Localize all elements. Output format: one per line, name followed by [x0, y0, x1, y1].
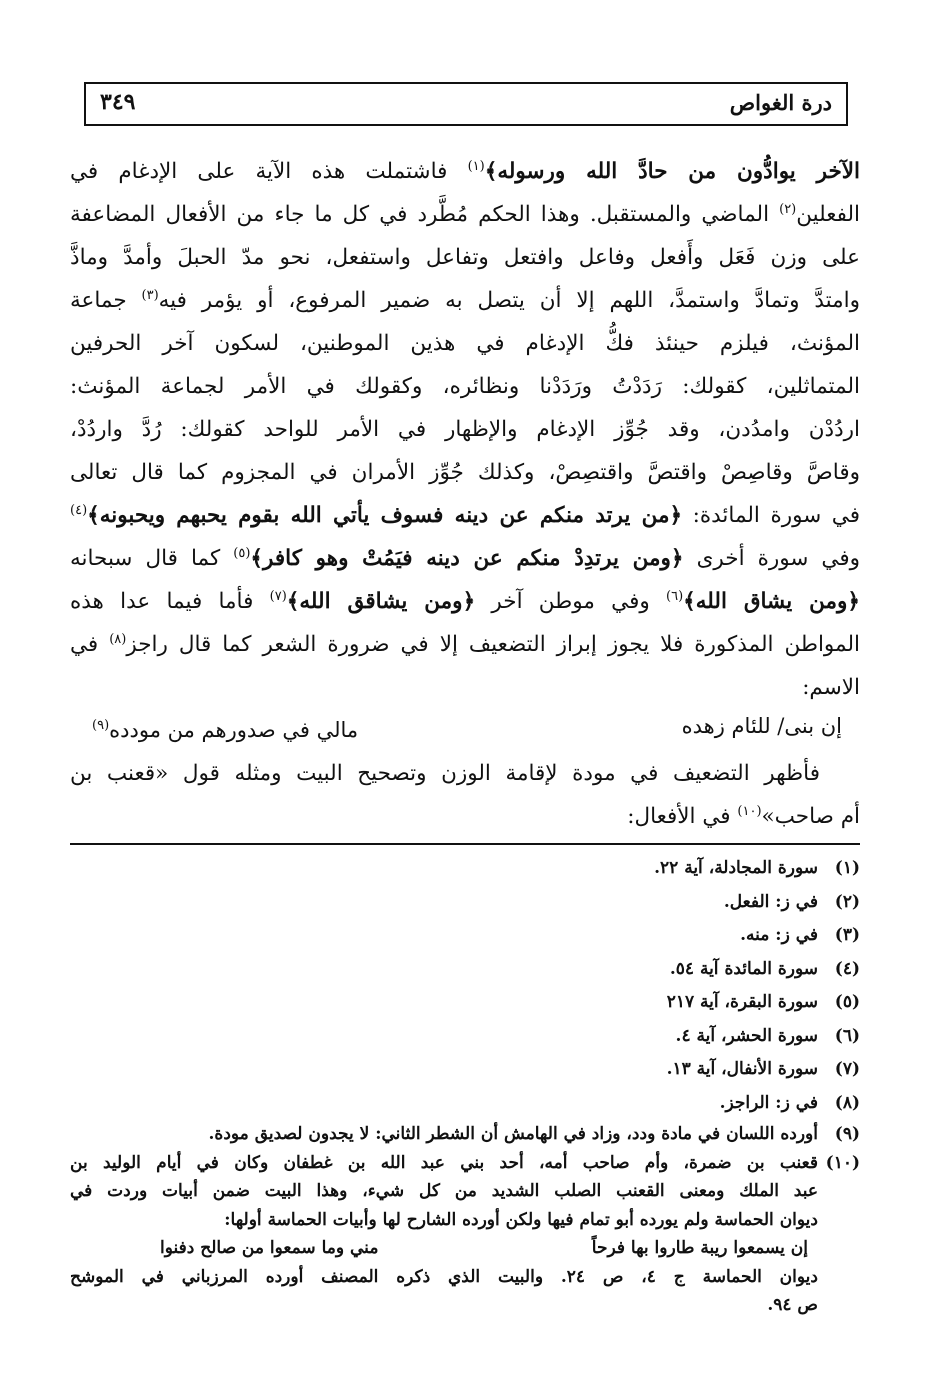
footnote-ref: (٩) — [92, 718, 110, 733]
footnote-item — [70, 1020, 860, 1054]
text-run: جماعة — [70, 288, 142, 313]
text-run: الماضي والمستقبل. وهذا الحكم مُطَّرد في كل ما جاء من الأفعال المضاعفة — [70, 202, 780, 227]
footnote-text: في ز: الراجز. — [719, 1092, 818, 1113]
text-line — [70, 279, 860, 322]
footnote-body — [70, 1149, 818, 1320]
footnote-number: (٥) — [834, 992, 860, 1012]
verse-second-hemistich — [92, 718, 358, 742]
text-line: على وزن فَعَل وأَفعل وفاعل وافتعل وتفاعل واستفعل، نحو مدّ الحبلَ وأمدَّ وماذَّ — [70, 245, 860, 270]
text-run: الفعلين — [796, 202, 860, 227]
text-line: اردُدْن وامدُدن، وقد جُوِّز الإدغام والإظهار في الأمر للواحد كقولك: رُدَّ واردُدْ، — [70, 417, 860, 442]
footnote-text: سورة الحشر، آية ٤. — [675, 1025, 818, 1046]
footnote-number: (٤) — [834, 958, 860, 979]
text-line — [70, 150, 860, 193]
footnote-ref: (١٠) — [737, 803, 762, 819]
footnote-item — [70, 1149, 860, 1320]
text-run: في — [70, 632, 110, 657]
text-line: المؤنث، فيلزم حينئذ فكُّ الإدغام في هذين الموطنين، لسكون آخر الحرفين — [70, 331, 860, 356]
text-run: كما قال سبحانه — [70, 546, 234, 571]
main-text — [70, 150, 860, 709]
text-line: الاسم: — [802, 675, 860, 700]
quran-quote: ﴿من يرتد منكم عن دينه فسوف يأتي الله بقوم يحبهم ويحبونه﴾ — [87, 503, 683, 528]
footnote-text: سورة البقرة، آية ٢١٧ — [666, 992, 818, 1012]
footnote-number: (٢) — [834, 891, 860, 912]
footnote-text: في ز: الفعل. — [723, 891, 818, 912]
footnote-ref: (٣) — [141, 287, 159, 303]
footnote-line: ديوان الحماسة ولم يورده أبو تمام فيها ولكن أورده الشارح لها وأبيات الحماسة أولها: — [224, 1209, 818, 1230]
footnote-ref: (٧) — [269, 588, 287, 604]
footnote-text: سورة الأنفال، آية ١٣. — [666, 1059, 818, 1079]
text-run: في الأفعال: — [627, 804, 738, 829]
footnote-item — [70, 1053, 860, 1087]
quote-bracket: ﴾ — [484, 159, 498, 184]
footnote-ref: (٨) — [109, 631, 127, 647]
footnote-number: (٨) — [834, 1092, 860, 1113]
footnote-ref: (٢) — [779, 201, 797, 217]
footnote-text: في ز: منه. — [740, 925, 818, 945]
verse-first-hemistich: إن بنى/ للئام زهده — [681, 714, 842, 738]
text-run: فأما فيما عدا هذه — [70, 589, 270, 614]
hemistich-text: مالي في صدورهم من مودده — [109, 718, 359, 742]
text-line — [70, 623, 860, 666]
footnote-item — [70, 852, 860, 886]
footnote-line: قعنب بن ضمرة، وأم صاحب أمه، أحد بني عبد الله بن غطفان وكان في أيام الوليد بن — [70, 1152, 818, 1173]
text-line — [70, 193, 860, 236]
footnote-number: (٧) — [834, 1059, 860, 1079]
footnote-verse-second: مني وما سمعوا من صالح دفنوا — [160, 1238, 379, 1258]
footnote-ref: (٥) — [233, 545, 251, 561]
footnote-item — [70, 886, 860, 920]
text-run: في سورة المائدة: — [682, 503, 860, 528]
quran-quote: ﴿ومن يرتدِدْ منكم عن دينه فيَمُتْ وهو كافر﴾ — [250, 546, 684, 571]
footnote-item — [70, 953, 860, 987]
continuation-text — [70, 752, 860, 838]
footnote-ref: (٦) — [666, 588, 684, 604]
footnote-verse — [160, 1234, 808, 1263]
text-line — [70, 580, 860, 623]
text-line — [70, 494, 860, 537]
text-run: وفي موطن آخر — [475, 589, 667, 614]
text-run: فاشتملت هذه الآية على الإدغام في — [70, 159, 468, 184]
text-run: المواطن المذكورة فلا يجوز إبراز التضعيف إلا في ضرورة الشعر كما قال راجز — [126, 632, 860, 657]
text-line: فأظهر التضعيف في مودة لإقامة الوزن وتصحيح البيت ومثله قول «قعنب بن — [70, 761, 820, 786]
text-run: وفي سورة أخرى — [683, 546, 860, 571]
footnote-verse-first: إن يسمعوا ريبة طاروا بها فرحاً — [591, 1238, 808, 1258]
footnotes — [70, 852, 860, 1320]
footnote-number: (١) — [834, 858, 860, 878]
footnote-body — [70, 1120, 818, 1149]
footnote-item — [70, 986, 860, 1020]
text-line — [70, 795, 860, 838]
footnote-divider — [70, 843, 860, 845]
footnote-ref: (١) — [467, 158, 485, 174]
footnote-line: ص ٩٤. — [767, 1295, 818, 1315]
page-number: ٣٤٩ — [100, 89, 136, 115]
footnote-item — [70, 1087, 860, 1121]
footnote-text: سورة المائدة آية ٥٤. — [669, 958, 818, 979]
footnote-line: عبد الملك ومعنى القعنب الصلب الشديد من كل شيء، وهذا البيت ضمن أبيات وردت في — [70, 1181, 818, 1201]
footnote-number: (٦) — [834, 1025, 860, 1046]
book-title: درة الغواص — [729, 90, 832, 115]
text-run: أم صاحب» — [761, 804, 860, 829]
footnote-line: أورده اللسان في مادة ودد، وزاد في الهامش أن الشطر الثاني: لا يجدون لصديق مودة. — [208, 1124, 818, 1144]
quran-quote: ﴿ومن يشاقق الله﴾ — [286, 589, 476, 614]
footnote-item — [70, 919, 860, 953]
footnote-ref: (٤) — [70, 502, 88, 518]
running-header — [84, 82, 848, 126]
text-line: وقاصَّ وقاصِصْ واقتصَّ واقتصِصْ، وكذلك جُوِّز الأمران في المجزوم كما قال تعالى — [70, 460, 860, 485]
footnote-number: (٣) — [834, 925, 860, 945]
poetry-verse — [92, 714, 842, 754]
footnote-item — [70, 1120, 860, 1149]
text-run: وامتدَّ وتمادَّ واستمدَّ، اللهم إلا أن يتصل به ضمير المرفوع، أو يؤمر فيه — [158, 288, 860, 313]
text-line: المتماثلين، كقولك: رَدَدْتُ ورَدَدْنا ونظائره، وكقولك في الأمر لجماعة المؤنث: — [70, 374, 860, 399]
text-line — [70, 537, 860, 580]
quran-quote: ﴿ومن يشاق الله﴾ — [683, 589, 860, 614]
footnote-line: ديوان الحماسة ج ٤، ص ٢٤. والبيت الذي ذكره المصنف أورده المرزباني في الموشح — [70, 1266, 818, 1287]
footnote-number: (١٠) — [825, 1152, 860, 1173]
footnote-text: سورة المجادلة، آية ٢٢. — [654, 858, 818, 878]
footnote-number: (٩) — [834, 1124, 860, 1144]
quran-quote: الآخر يوادُّون من حادَّ الله ورسوله — [497, 159, 860, 184]
